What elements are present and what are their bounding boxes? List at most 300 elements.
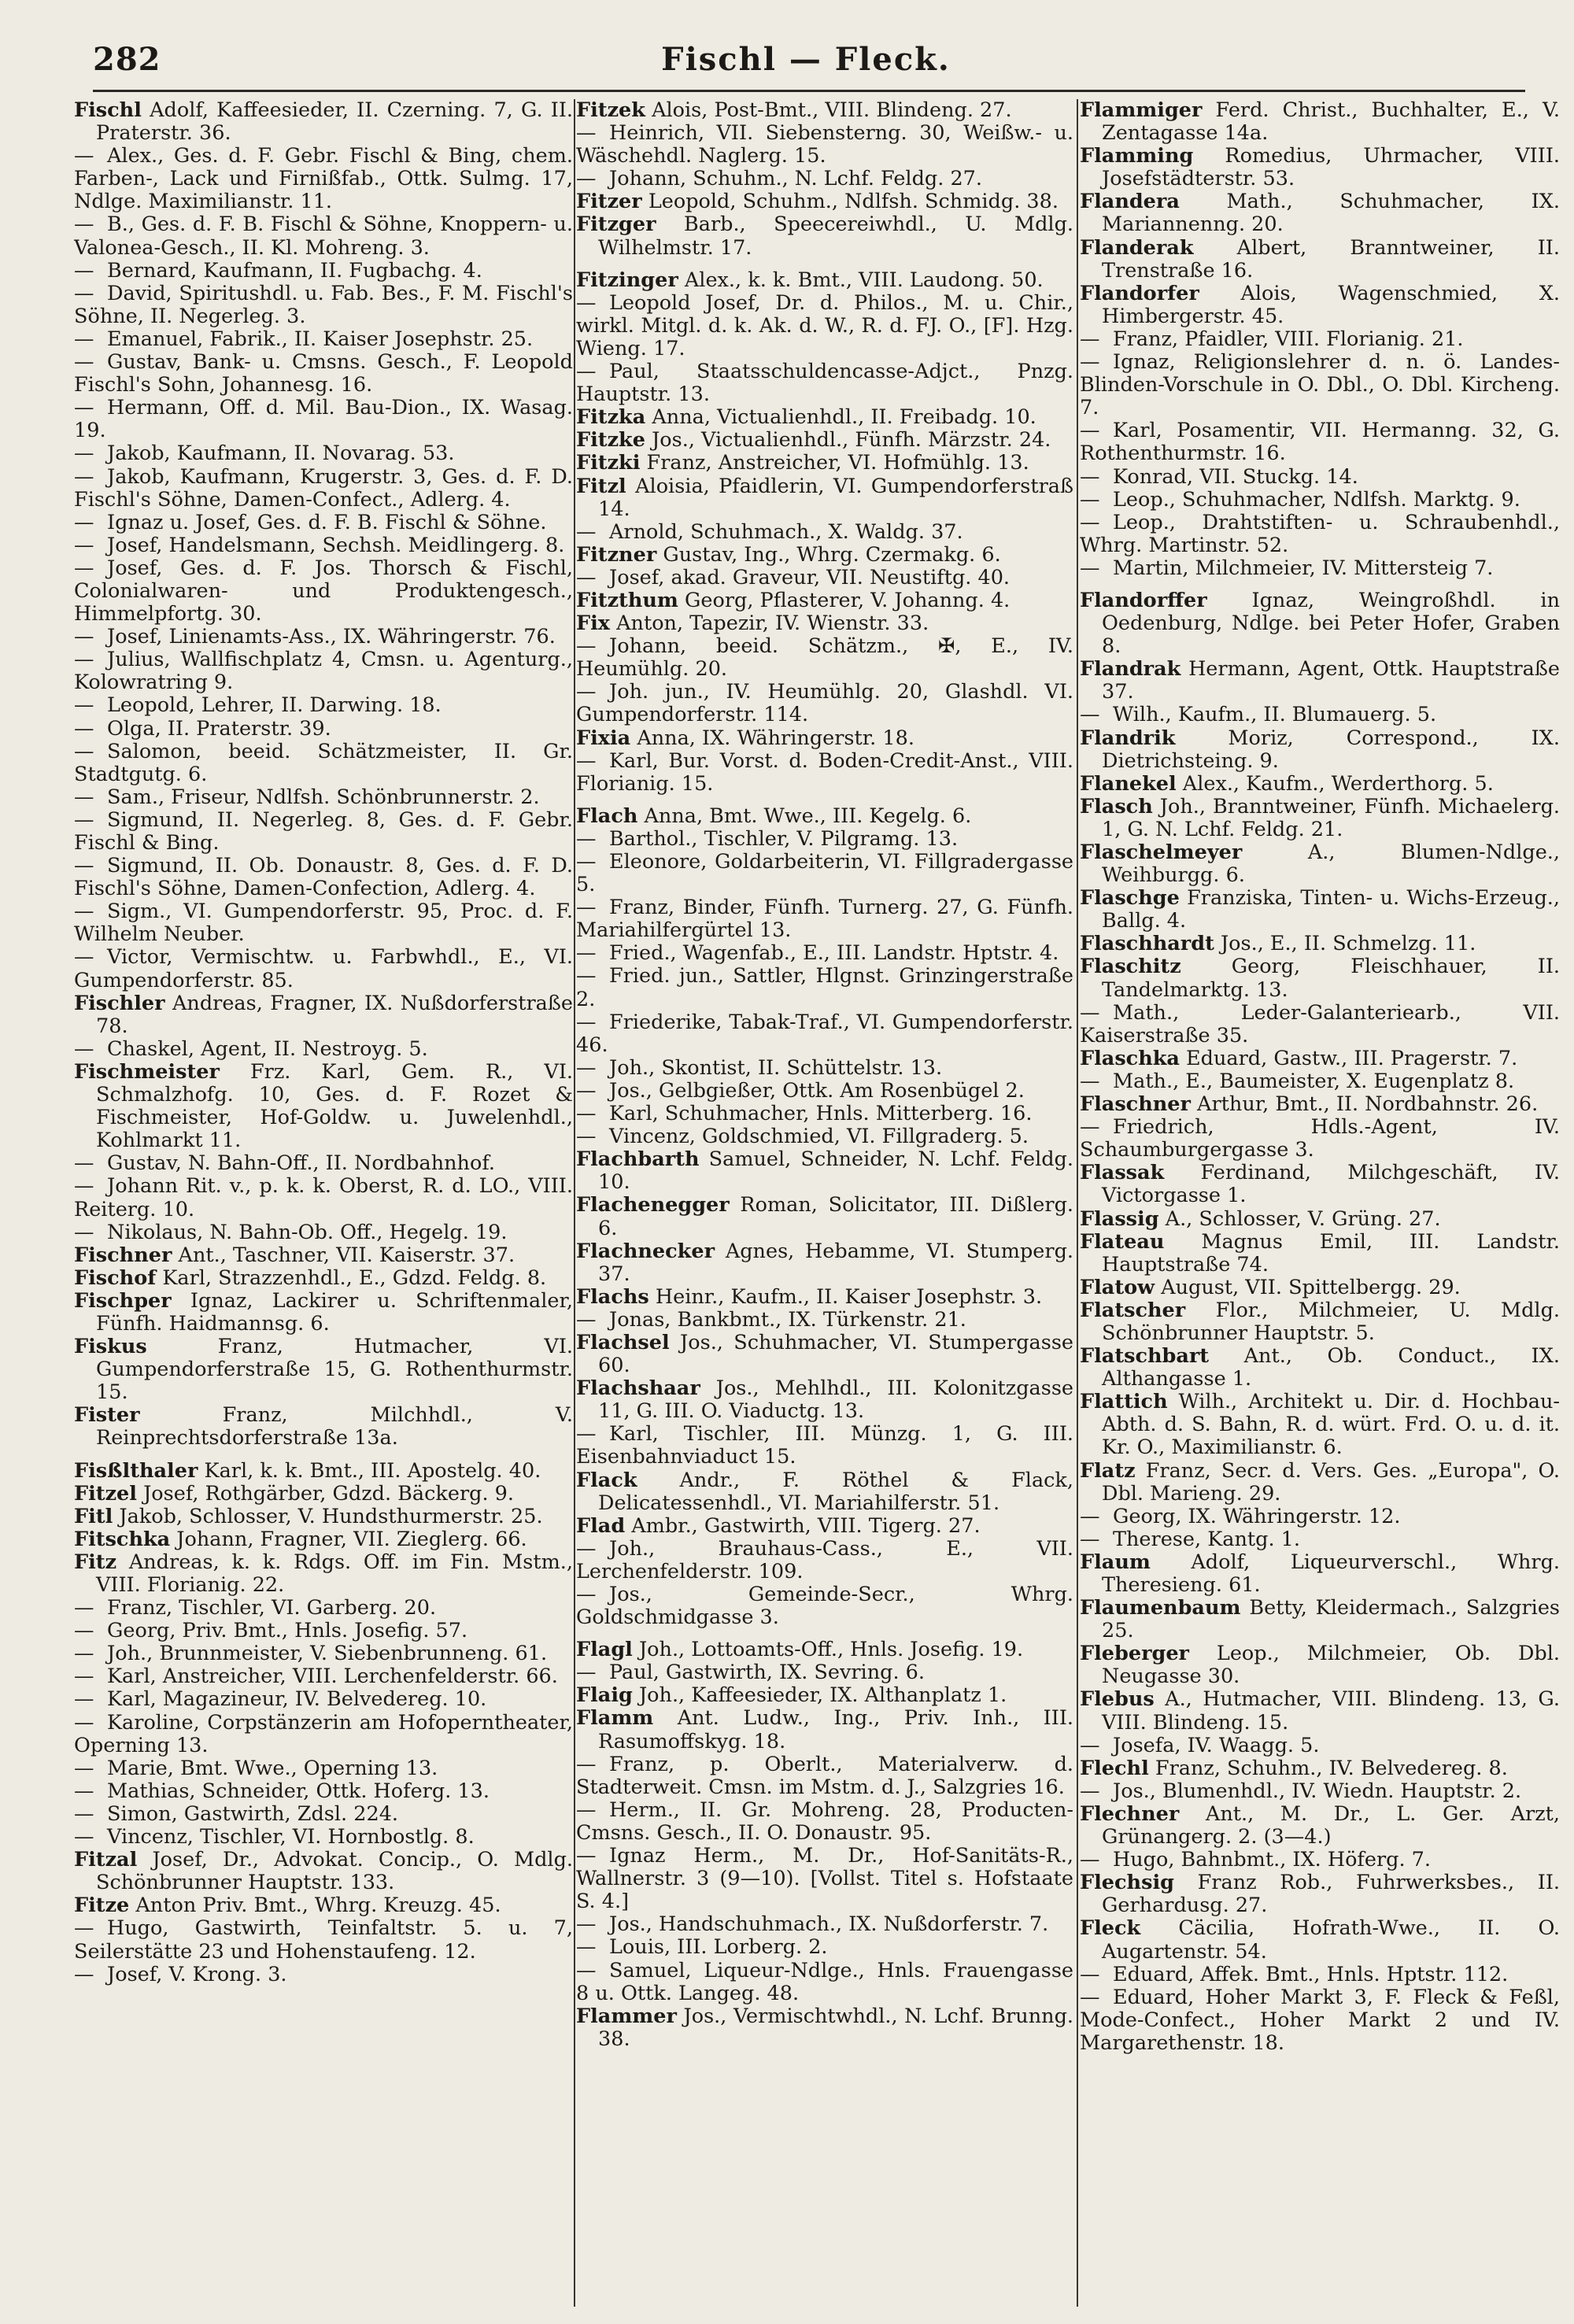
directory-entry (1080, 1299, 1560, 1345)
entry-surname: Fitzki (576, 451, 641, 475)
directory-entry (74, 351, 573, 397)
entry-text: Franziska, Tinten- u. Wichs-Erzeug., Ballg. 4. (1102, 886, 1560, 933)
entry-text: Eduard, Hoher Markt 3, F. Fleck & Feßl, Mode-Confect., Hoher Markt 2 und IV. Margarethenstr. 18. (1080, 1985, 1560, 2055)
entry-surname: Flachenegger (576, 1193, 730, 1217)
directory-entry (1080, 1231, 1560, 1277)
directory-entry (576, 2005, 1073, 2051)
ditto-dash: — (576, 964, 597, 988)
ditto-dash: — (74, 327, 94, 351)
entry-text: Sigmund, II. Ob. Donaustr. 8, Ges. d. F. D. Fischl's Söhne, Damen-Confection, Adlerg. 4. (74, 854, 573, 901)
ditto-dash: — (576, 1583, 597, 1606)
entry-text: Frz. Karl, Gem. R., VI. Schmalzhofg. 10, Ges. d. F. Rozet & Fischmeister, Hof-Goldw. u. Juwelenhdl., Kohlmarkt 11. (96, 1059, 573, 1153)
ditto-dash: — (74, 1779, 94, 1803)
directory-entry (1080, 658, 1560, 704)
ditto-dash: — (576, 1307, 597, 1332)
entry-surname: Flandorffer (1080, 588, 1207, 612)
ditto-dash: — (74, 144, 94, 168)
directory-entry (74, 1964, 573, 1986)
directory-entry (576, 1583, 1073, 1629)
directory-entry (1080, 1803, 1560, 1849)
entry-text: Josef, V. Krong. 3. (107, 1962, 287, 1986)
entry-surname: Flaschhardt (1080, 932, 1214, 956)
ditto-dash: — (576, 748, 597, 773)
entry-text: Anton Priv. Bmt., Whrg. Kreuzg. 45. (135, 1894, 501, 1918)
ditto-dash: — (576, 850, 597, 874)
ditto-dash: — (576, 1010, 597, 1034)
directory-entry (576, 452, 1073, 475)
entry-surname: Flatschbart (1080, 1344, 1210, 1369)
entry-surname: Flachshaar (576, 1376, 700, 1401)
entry-text: Jos., Handschuhmach., IX. Nußdorferstr. 7. (609, 1912, 1049, 1937)
entry-text: Franz, Schuhm., IV. Belvedereg. 8. (1155, 1756, 1508, 1780)
directory-entry (74, 1152, 573, 1175)
directory-entry (576, 1753, 1073, 1799)
directory-entry (74, 1483, 573, 1506)
ditto-dash: — (74, 1151, 94, 1176)
entry-text: B., Ges. d. F. B. Fischl & Söhne, Knoppern- u. Valonea-Gesch., II. Kl. Mohreng. 3. (74, 212, 573, 260)
entry-text: Arnold, Schuhmach., X. Waldg. 37. (609, 519, 963, 544)
directory-entry (576, 589, 1073, 612)
directory-entry (576, 1332, 1073, 1377)
entry-text: Gustav, Ing., Whrg. Czermakg. 6. (663, 542, 1001, 567)
directory-entry (74, 786, 573, 809)
entry-text: Jos., Gelbgießer, Ottk. Am Rosenbügel 2. (609, 1078, 1025, 1103)
ditto-dash: — (74, 716, 94, 741)
header-rule (93, 90, 1525, 92)
directory-entry (1080, 283, 1560, 328)
ditto-dash: — (576, 290, 597, 315)
entry-text: Johann, Schuhm., N. Lchf. Feldg. 27. (609, 167, 983, 191)
directory-entry (576, 544, 1073, 567)
page-title: Fischl — Fleck. (661, 41, 951, 78)
directory-entry (1080, 145, 1560, 190)
entry-text: Paul, Staatsschuldencasse-Adjct., Pnzg. Hauptstr. 13. (576, 360, 1073, 407)
entry-text: Alex., Ges. d. F. Gebr. Fischl & Bing, chem. Farben-, Lack und Firnißfab., Ottk. Sulmg. 17, Ndlge. Maximilianstr. 11. (74, 144, 573, 214)
ditto-dash: — (1080, 1069, 1100, 1093)
entry-text: Magnus Emil, III. Landstr. Hauptstraße 74. (1102, 1229, 1560, 1277)
directory-entry (1080, 1506, 1560, 1528)
directory-entry (1080, 1551, 1560, 1597)
ditto-dash: — (1080, 1504, 1100, 1528)
directory-entry (576, 681, 1073, 726)
entry-text: Jos., Blumenhdl., IV. Wiedn. Hauptstr. 2. (1113, 1779, 1522, 1803)
entry-surname: Flechsig (1080, 1871, 1174, 1895)
ditto-dash: — (1080, 327, 1100, 351)
directory-entry (74, 534, 573, 557)
entry-text: Ferdinand, Milchgeschäft, IV. Victorgasse 1. (1102, 1161, 1560, 1208)
ditto-dash: — (74, 510, 94, 534)
directory-entry (576, 1661, 1073, 1684)
entry-surname: Flandrik (1080, 726, 1176, 750)
ditto-dash: — (576, 360, 597, 384)
directory-entry (74, 1290, 573, 1336)
directory-entry (74, 283, 573, 328)
entry-surname: Fitzger (576, 212, 656, 237)
entry-text: Roman, Solicitator, III. Dißlerg. 6. (598, 1193, 1073, 1240)
entry-surname: Flandrak (1080, 657, 1181, 682)
entry-text: Ambr., Gastwirth, VIII. Tigerg. 27. (631, 1513, 981, 1538)
entry-text: Franz, Pfaidler, VIII. Florianig. 21. (1113, 327, 1464, 351)
entry-surname: Flateau (1080, 1229, 1165, 1254)
entry-text: Ignaz u. Josef, Ges. d. F. B. Fischl & Söhne. (107, 510, 547, 534)
directory-entry (74, 328, 573, 351)
entry-text: Eleonore, Goldarbeiterin, VI. Fillgradergasse 5. (576, 850, 1073, 897)
directory-entry (74, 1597, 573, 1620)
directory-entry (576, 567, 1073, 589)
entry-text: A., Schlosser, V. Grüng. 27. (1165, 1206, 1441, 1231)
directory-entry (1080, 1070, 1560, 1093)
entry-surname: Fiskus (74, 1335, 147, 1359)
directory-entry (74, 1221, 573, 1244)
directory-entry (576, 1707, 1073, 1753)
directory-entry (1080, 1277, 1560, 1299)
entry-surname: Fixia (576, 726, 631, 750)
ditto-dash: — (74, 1664, 94, 1689)
directory-entry (576, 1125, 1073, 1148)
ditto-dash: — (1080, 510, 1100, 534)
ditto-dash: — (74, 396, 94, 420)
entry-text: Mathias, Schneider, Ottk. Hoferg. 13. (107, 1779, 490, 1803)
directory-entry (1080, 1528, 1560, 1551)
entry-text: A., Blumen-Ndlge., Weihburgg. 6. (1102, 841, 1560, 888)
entry-text: Franz, p. Oberlt., Materialverw. d. Stadterweit. Cmsn. im Mstm. d. J., Salzgries 16. (576, 1752, 1073, 1799)
directory-entry (576, 612, 1073, 635)
entry-surname: Flaum (1080, 1550, 1151, 1574)
directory-entry (576, 750, 1073, 796)
directory-entry (74, 946, 573, 992)
ditto-dash: — (74, 1174, 94, 1199)
ditto-dash: — (576, 167, 597, 191)
directory-entry (1080, 704, 1560, 726)
entry-text: Anna, Victualienhdl., II. Freibadg. 10. (652, 405, 1036, 430)
entry-text: Flor., Milchmeier, U. Mdlg. Schönbrunner Hauptstr. 5. (1102, 1298, 1560, 1345)
entry-text: Vincenz, Goldschmied, VI. Fillgraderg. 5. (609, 1125, 1029, 1149)
directory-entry (74, 397, 573, 442)
ditto-dash: — (576, 1536, 597, 1561)
ditto-dash: — (74, 945, 94, 970)
directory-entry (74, 1917, 573, 1963)
entry-surname: Flaschner (1080, 1092, 1191, 1117)
ditto-dash: — (1080, 419, 1100, 443)
directory-entry (576, 1286, 1073, 1309)
entry-text: Julius, Wallfischplatz 4, Cmsn. u. Agenturg., Kolowratring 9. (74, 648, 573, 695)
entry-text: David, Spiritushdl. u. Fab. Bes., F. M. Fischl's Söhne, II. Negerleg. 3. (74, 281, 573, 328)
entry-text: Marie, Bmt. Wwe., Operning 13. (107, 1756, 438, 1780)
entry-text: Sigm., VI. Gumpendorferstr. 95, Proc. d. F. Wilhelm Neuber. (74, 900, 573, 947)
ditto-dash: — (1080, 464, 1100, 489)
directory-entry (74, 1404, 573, 1450)
ditto-dash: — (576, 1844, 597, 1868)
directory-entry (74, 1803, 573, 1826)
entry-text: Jos., Vermischtwhdl., N. Lchf. Brunng. 38. (598, 2004, 1073, 2051)
directory-entry (1080, 512, 1560, 557)
directory-entry (74, 512, 573, 534)
entry-surname: Fitzl (576, 474, 626, 498)
entry-surname: Fitzinger (576, 268, 678, 292)
directory-entry (576, 1194, 1073, 1240)
directory-entry (576, 1148, 1073, 1194)
directory-entry (1080, 1986, 1560, 2055)
directory-entry (1080, 328, 1560, 351)
directory-entry (1080, 1757, 1560, 1780)
column-divider (574, 99, 575, 2307)
directory-entry (576, 99, 1073, 122)
directory-entry (1080, 1642, 1560, 1688)
ditto-dash: — (1080, 1000, 1100, 1025)
directory-entry (576, 635, 1073, 681)
directory-entry (74, 145, 573, 213)
directory-entry (74, 1894, 573, 1917)
ditto-dash: — (74, 1220, 94, 1244)
ditto-dash: — (74, 1710, 94, 1735)
directory-entry (74, 900, 573, 946)
ditto-dash: — (576, 519, 597, 544)
ditto-dash: — (74, 1801, 94, 1826)
entry-text: Jos., E., II. Schmelzg. 11. (1220, 932, 1476, 956)
entry-surname: Flachnecker (576, 1239, 715, 1263)
directory-entry (576, 122, 1073, 168)
ditto-dash: — (74, 212, 94, 237)
entry-text: Franz Rob., Fuhrwerksbes., II. Gerhardusg. 27. (1102, 1871, 1560, 1918)
directory-entry (74, 1061, 573, 1152)
entry-surname: Fitzal (74, 1848, 138, 1872)
entry-text: Ant., Taschner, VII. Kaiserstr. 37. (178, 1243, 515, 1267)
entry-surname: Flaschge (1080, 886, 1180, 911)
directory-entry (576, 1799, 1073, 1845)
directory-entry (576, 805, 1073, 828)
ditto-dash: — (576, 1102, 597, 1126)
directory-entry (74, 718, 573, 741)
directory-entry (576, 406, 1073, 429)
entry-text: Joh., Brauhaus-Cass., E., VII. Lerchenfelderstr. 109. (576, 1536, 1073, 1583)
entry-text: Franz, Anstreicher, VI. Hofmühlg. 13. (646, 451, 1029, 475)
page-header (93, 41, 1519, 85)
entry-text: Fried., Wagenfab., E., III. Landstr. Hptstr. 4. (609, 941, 1059, 966)
directory-entry (576, 475, 1073, 521)
ditto-dash: — (74, 900, 94, 924)
entry-surname: Flachs (576, 1284, 649, 1309)
entry-text: Johann, Fragner, VII. Zieglerg. 66. (176, 1527, 527, 1551)
entry-text: Aloisia, Pfaidlerin, VI. Gumpendorferstraß 14. (598, 474, 1073, 521)
directory-entry (576, 1423, 1073, 1469)
entry-surname: Flad (576, 1513, 626, 1538)
entry-surname: Flagl (576, 1638, 633, 1662)
entry-text: Joh., Kaffeesieder, IX. Althanplatz 1. (638, 1683, 1007, 1708)
directory-entry (576, 851, 1073, 896)
entry-surname: Flaschka (1080, 1046, 1180, 1070)
directory-entry (74, 741, 573, 786)
entry-text: Leop., Drahtstiften- u. Schraubenhdl., Whrg. Martinstr. 52. (1080, 510, 1560, 557)
directory-entry (1080, 1047, 1560, 1070)
entry-text: August, VII. Spittelbergg. 29. (1161, 1275, 1461, 1299)
entry-text: Karl, k. k. Bmt., III. Apostelg. 40. (204, 1458, 541, 1483)
ditto-dash: — (1080, 1115, 1100, 1140)
entry-text: Franz, Binder, Fünfh. Turnerg. 27, G. Fünfh. Mariahilfergürtel 13. (576, 896, 1073, 943)
ditto-dash: — (1080, 1733, 1100, 1757)
directory-entry (1080, 796, 1560, 841)
entry-text: Heinr., Kaufm., II. Kaiser Josephstr. 3. (655, 1284, 1043, 1309)
entry-text: Josef, Rothgärber, Gdzd. Bäckerg. 9. (143, 1481, 515, 1506)
ditto-dash: — (74, 625, 94, 649)
entry-text: Leop., Milchmeier, Ob. Dbl. Neugasse 30. (1102, 1642, 1560, 1689)
entry-text: Herm., II. Gr. Mohreng. 28, Producten-Cmsns. Gesch., II. O. Donaustr. 95. (576, 1797, 1073, 1845)
directory-entry (74, 1642, 573, 1665)
directory-entry (576, 1515, 1073, 1538)
directory-entry (74, 1712, 573, 1757)
column-2 (576, 99, 1073, 2307)
entry-text: Math., E., Baumeister, X. Eugenplatz 8. (1113, 1069, 1515, 1093)
entry-text: Sam., Friseur, Ndlfsh. Schönbrunnerstr. 2. (107, 785, 540, 809)
ditto-dash: — (576, 1661, 597, 1685)
directory-entry (1080, 1345, 1560, 1391)
directory-entry (74, 809, 573, 855)
entry-text: Ferd. Christ., Buchhalter, E., V. Zentagasse 14a. (1102, 99, 1560, 146)
entry-text: Ignaz, Lackirer u. Schriftenmaler, Fünfh. Haidmannsg. 6. (96, 1288, 573, 1336)
directory-entry (576, 213, 1073, 259)
directory-entry (1080, 1597, 1560, 1642)
entry-surname: Flack (576, 1468, 637, 1492)
entry-text: Ant. Ludw., Ing., Priv. Inh., III. Rasumoffskyg. 18. (598, 1706, 1073, 1753)
entry-surname: Fitzner (576, 542, 657, 567)
ditto-dash: — (74, 1687, 94, 1712)
entry-text: Vincenz, Tischler, VI. Hornbostlg. 8. (107, 1825, 475, 1849)
directory-entry (1080, 466, 1560, 489)
ditto-dash: — (576, 1125, 597, 1149)
directory-entry (74, 1175, 573, 1221)
directory-entry (576, 727, 1073, 750)
entry-text: Josef, Handelsmann, Sechsh. Meidlingerg. 8. (107, 533, 565, 557)
entry-text: Karl, Tischler, III. Münzg. 1, G. III. Eisenbahnviaduct 15. (576, 1422, 1073, 1469)
entry-text: Johann, beeid. Schätzm., ✠, E., IV. Heumühlg. 20. (576, 634, 1073, 682)
entry-text: Leop., Schuhmacher, Ndlfsh. Marktg. 9. (1113, 487, 1520, 512)
entry-text: Friederike, Tabak-Traf., VI. Gumpendorferstr. 46. (576, 1010, 1073, 1057)
entry-text: Konrad, VII. Stuckg. 14. (1113, 464, 1358, 489)
ditto-dash: — (74, 1619, 94, 1643)
directory-entry (576, 360, 1073, 406)
directory-entry (576, 1240, 1073, 1286)
entry-text: Franz, Secr. d. Vers. Ges. „Europa", O. Dbl. Marieng. 29. (1102, 1458, 1560, 1506)
ditto-dash: — (576, 1912, 597, 1937)
entry-text: Hermann, Off. d. Mil. Bau-Dion., IX. Wasag. 19. (74, 396, 573, 443)
entry-text: Paul, Gastwirth, IX. Sevring. 6. (609, 1661, 926, 1685)
entry-text: Gustav, Bank- u. Cmsns. Gesch., F. Leopold Fischl's Sohn, Johannesg. 16. (74, 350, 573, 397)
directory-entry (74, 1038, 573, 1061)
entry-text: Alex., k. k. Bmt., VIII. Laudong. 50. (684, 268, 1044, 292)
entry-text: Alex., Kaufm., Werderthorg. 5. (1182, 771, 1494, 796)
directory-entry (74, 466, 573, 512)
entry-text: Josef, Ges. d. F. Jos. Thorsch & Fischl, Colonialwaren- und Produktengesch., Himmelpfortg. 30. (74, 556, 573, 626)
directory-entry (1080, 1871, 1560, 1917)
directory-entry (576, 1011, 1073, 1057)
entry-surname: Flach (576, 804, 638, 828)
ditto-dash: — (74, 350, 94, 375)
entry-text: Hugo, Bahnbmt., IX. Höferg. 7. (1113, 1848, 1432, 1872)
directory-entry (576, 269, 1073, 292)
entry-text: Ant., Ob. Conduct., IX. Althangasse 1. (1102, 1344, 1560, 1391)
ditto-dash: — (74, 1756, 94, 1780)
directory-entry (1080, 1093, 1560, 1116)
directory-entry (1080, 237, 1560, 283)
entry-surname: Fitzka (576, 405, 646, 430)
entry-text: Karl, Posamentir, VII. Hermanng. 32, G. Rothenthurmstr. 16. (1080, 419, 1560, 466)
directory-entry (576, 168, 1073, 190)
directory-entry (1080, 1208, 1560, 1231)
ditto-dash: — (74, 693, 94, 718)
entry-surname: Flassig (1080, 1206, 1159, 1231)
entry-text: Georg, IX. Währingerstr. 12. (1113, 1504, 1401, 1528)
entry-text: Sigmund, II. Negerleg. 8, Ges. d. F. Gebr. Fischl & Bing. (74, 807, 573, 855)
entry-text: Emanuel, Fabrik., II. Kaiser Josephstr. 25. (107, 327, 534, 351)
directory-entry (576, 1845, 1073, 1913)
entry-text: Leopold, Schuhm., Ndlfsh. Schmidg. 38. (648, 190, 1059, 214)
entry-surname: Flaumenbaum (1080, 1596, 1241, 1620)
entry-surname: Flebus (1080, 1687, 1155, 1712)
directory-entry (74, 1620, 573, 1642)
entry-text: Wilh., Architekt u. Dir. d. Hochbau-Abth. d. S. Bahn, R. d. würt. Frd. O. u. d. it. Kr. O., Maximilianstr. 6. (1102, 1390, 1560, 1460)
directory-entry (576, 1538, 1073, 1583)
entry-text: Jos., Schuhmacher, VI. Stumpergasse 60. (598, 1330, 1073, 1378)
entry-text: Ignaz Herm., M. Dr., Hof-Sanitäts-R., Wallnerstr. 3 (9—10). [Vollst. Titel s. Hofstaate S. 4.] (576, 1844, 1073, 1914)
entry-surname: Fitze (74, 1894, 130, 1918)
directory-entry (576, 429, 1073, 452)
entry-surname: Fitz (74, 1550, 117, 1574)
entry-text: Betty, Kleidermach., Salzgries 25. (1102, 1596, 1560, 1643)
ditto-dash: — (74, 739, 94, 763)
entry-surname: Fitzke (576, 428, 645, 453)
directory-entry (74, 694, 573, 717)
ditto-dash: — (1080, 1962, 1100, 1986)
directory-entry (576, 190, 1073, 213)
ditto-dash: — (74, 1036, 94, 1061)
ditto-dash: — (74, 1642, 94, 1666)
directory-entry (576, 828, 1073, 851)
entry-text: Gustav, N. Bahn-Off., II. Nordbahnhof. (107, 1151, 495, 1176)
directory-entry (1080, 351, 1560, 419)
entry-text: Jakob, Kaufmann, II. Novarag. 53. (107, 442, 455, 466)
directory-entry (74, 1528, 573, 1551)
entry-text: Georg, Priv. Bmt., Hnls. Josefig. 57. (107, 1619, 468, 1643)
entry-text: Ignaz, Religionslehrer d. n. ö. Landes-Blinden-Vorschule in O. Dbl., O. Dbl. Kircheng. 7. (1080, 350, 1560, 420)
entry-surname: Flandorfer (1080, 281, 1199, 305)
entry-text: Hermann, Agent, Ottk. Hauptstraße 37. (1102, 657, 1560, 704)
entry-text: Olga, II. Praterstr. 39. (107, 716, 331, 741)
ditto-dash: — (576, 826, 597, 851)
directory-entry (1080, 887, 1560, 933)
ditto-dash: — (74, 442, 94, 466)
entry-text: Anton, Tapezir, IV. Wienstr. 33. (616, 611, 929, 636)
directory-entry (1080, 1917, 1560, 1963)
ditto-dash: — (1080, 556, 1100, 580)
entry-text: Jos., Gemeinde-Secr., Whrg. Goldschmidgasse 3. (576, 1583, 1073, 1630)
entry-text: Nikolaus, N. Bahn-Ob. Off., Hegelg. 19. (107, 1220, 508, 1244)
entry-text: Jakob, Kaufmann, Krugerstr. 3, Ges. d. F. D. Fischl's Söhne, Damen-Confect., Adlerg. 4. (74, 464, 573, 512)
directory-entry (576, 1684, 1073, 1707)
ditto-dash: — (1080, 1779, 1100, 1803)
entry-surname: Fitzel (74, 1481, 137, 1506)
ditto-dash: — (74, 1962, 94, 1986)
entry-text: Adolf, Liqueurverschl., Whrg. Theresieng. 61. (1102, 1550, 1560, 1597)
entry-text: Josef, Linienamts-Ass., IX. Währingerstr. 76. (107, 625, 556, 649)
entry-text: Adolf, Kaffeesieder, II. Czerning. 7, G. II. Praterstr. 36. (96, 99, 573, 146)
ditto-dash: — (576, 1752, 597, 1776)
column-divider (1077, 99, 1078, 2307)
column-1 (74, 99, 573, 2307)
entry-text: Jos., Victualienhdl., Fünfh. Märzstr. 24. (652, 428, 1051, 453)
entry-text: A., Hutmacher, VIII. Blindeng. 13, G. VIII. Blindeng. 15. (1102, 1687, 1560, 1735)
entry-text: Franz, Tischler, VI. Garberg. 20. (107, 1596, 437, 1620)
entry-text: Ant., M. Dr., L. Ger. Arzt, Grünangerg. 2. (3—4.) (1102, 1801, 1560, 1849)
directory-entry (74, 1665, 573, 1688)
